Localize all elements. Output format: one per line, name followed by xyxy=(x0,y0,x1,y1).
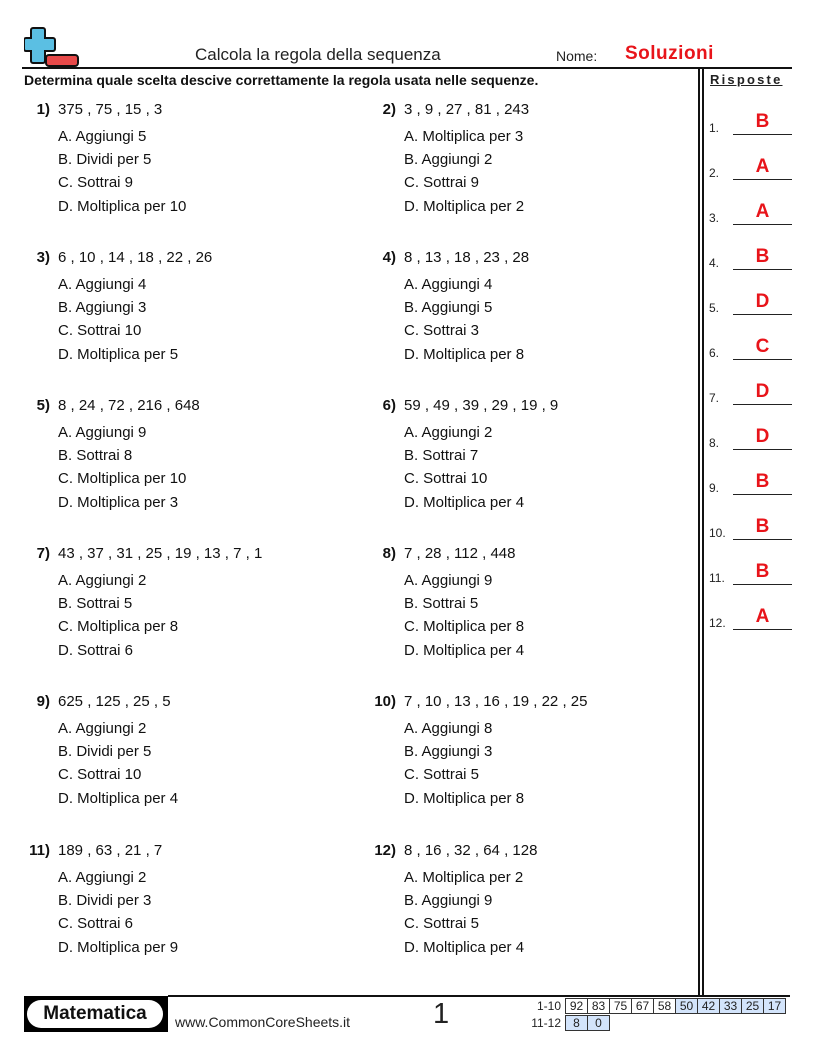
score-cell: 67 xyxy=(631,998,654,1014)
choice-option: A. Aggiungi 5 xyxy=(58,128,147,145)
choice-option: D. Moltiplica per 5 xyxy=(58,345,179,363)
answer-value: C xyxy=(755,336,770,357)
answer-blank-line xyxy=(733,629,792,630)
choice-option: D. Moltiplica per 9 xyxy=(58,938,179,956)
problem-number: 12) xyxy=(374,842,396,859)
problem-9 xyxy=(24,693,344,810)
choice-option: A. Aggiungi 2 xyxy=(58,869,147,886)
choice-option: A. Aggiungi 2 xyxy=(404,424,493,441)
choice-option: A. Aggiungi 4 xyxy=(58,276,147,293)
problem-number: 4) xyxy=(382,249,396,266)
choice-option: D. Moltiplica per 4 xyxy=(404,938,525,956)
answer-row xyxy=(709,510,793,540)
choice-option: D. Moltiplica per 4 xyxy=(404,493,525,511)
brand-label: Matematica xyxy=(27,1000,163,1028)
answer-row xyxy=(709,555,793,585)
choice-option: D. Moltiplica per 4 xyxy=(404,641,525,659)
choice-option: D. Moltiplica per 4 xyxy=(58,789,179,807)
choice-option: B. Aggiungi 9 xyxy=(404,892,493,910)
page-number: 1 xyxy=(433,998,450,1030)
answer-row xyxy=(709,465,793,495)
problem-sequence: 8 , 16 , 32 , 64 , 128 xyxy=(404,842,538,859)
choice-option: C. Sottrai 9 xyxy=(404,174,480,192)
column-divider xyxy=(702,69,704,996)
answer-blank-line xyxy=(733,539,792,540)
answer-blank-line xyxy=(733,134,792,135)
answer-blank-line xyxy=(733,404,792,405)
choice-option: B. Sottrai 5 xyxy=(404,595,479,613)
answer-row xyxy=(709,375,793,405)
choice-option: A. Aggiungi 2 xyxy=(58,720,147,737)
choice-option: D. Moltiplica per 2 xyxy=(404,197,525,215)
choice-option: C. Sottrai 5 xyxy=(404,915,480,933)
answer-number: 5. xyxy=(709,301,720,315)
choice-option: B. Sottrai 5 xyxy=(58,595,133,613)
answer-number: 12. xyxy=(709,616,726,630)
instructions: Determina quale scelta descive correttamente la regola usata nelle sequenze. xyxy=(24,72,539,88)
score-cell: 0 xyxy=(587,1015,610,1031)
answer-blank-line xyxy=(733,494,792,495)
problem-11 xyxy=(24,842,344,959)
choice-option: B. Sottrai 7 xyxy=(404,447,479,465)
problem-6 xyxy=(370,397,690,514)
answer-value: B xyxy=(755,471,770,492)
choice-option: C. Moltiplica per 8 xyxy=(404,618,525,636)
answer-key-title: Risposte xyxy=(710,72,783,87)
answer-blank-line xyxy=(733,359,792,360)
problem-number: 10) xyxy=(374,693,396,710)
problem-number: 9) xyxy=(36,693,50,710)
choice-option: A. Aggiungi 2 xyxy=(58,572,147,589)
problem-number: 2) xyxy=(382,101,396,118)
answer-row xyxy=(709,240,793,270)
score-row-label: 1-10 xyxy=(536,999,561,1013)
answer-value: D xyxy=(755,381,770,402)
choice-option: A. Moltiplica per 2 xyxy=(404,869,524,886)
answer-number: 1. xyxy=(709,121,720,135)
answer-value: B xyxy=(755,246,770,267)
score-cell: 42 xyxy=(697,998,720,1014)
answer-number: 2. xyxy=(709,166,720,180)
problem-number: 11) xyxy=(29,842,50,859)
problem-number: 3) xyxy=(36,249,50,266)
problem-number: 5) xyxy=(36,397,50,414)
choice-option: B. Aggiungi 3 xyxy=(404,743,493,761)
answer-number: 6. xyxy=(709,346,720,360)
problem-sequence: 8 , 13 , 18 , 23 , 28 xyxy=(404,249,530,266)
answer-row xyxy=(709,195,793,225)
choice-option: C. Sottrai 10 xyxy=(58,766,142,784)
answer-number: 8. xyxy=(709,436,720,450)
problem-3 xyxy=(24,249,344,366)
score-cell: 58 xyxy=(653,998,676,1014)
score-cell: 25 xyxy=(741,998,764,1014)
answer-value: A xyxy=(755,201,770,222)
choice-option: C. Moltiplica per 10 xyxy=(58,470,187,488)
answer-blank-line xyxy=(733,269,792,270)
answer-value: B xyxy=(755,516,770,537)
choice-option: C. Sottrai 10 xyxy=(58,322,142,340)
problem-sequence: 8 , 24 , 72 , 216 , 648 xyxy=(58,397,200,414)
answer-value: D xyxy=(755,426,770,447)
problem-number: 8) xyxy=(382,545,396,562)
choice-option: B. Dividi per 5 xyxy=(58,743,152,761)
choice-option: C. Sottrai 5 xyxy=(404,766,480,784)
answer-value: B xyxy=(755,111,770,132)
problem-number: 6) xyxy=(382,397,396,414)
header-rule xyxy=(22,67,792,69)
answer-value: B xyxy=(755,561,770,582)
problem-8 xyxy=(370,545,690,662)
choice-option: C. Sottrai 10 xyxy=(404,470,488,488)
problem-sequence: 3 , 9 , 27 , 81 , 243 xyxy=(404,101,530,118)
answer-number: 10. xyxy=(709,526,726,540)
problem-number: 7) xyxy=(36,545,50,562)
name-label: Nome: xyxy=(556,48,598,64)
choice-option: D. Moltiplica per 3 xyxy=(58,493,179,511)
answer-row xyxy=(709,150,793,180)
brand-badge xyxy=(24,996,168,1032)
answer-blank-line xyxy=(733,224,792,225)
score-cell: 8 xyxy=(565,1015,588,1031)
score-cell: 83 xyxy=(587,998,610,1014)
choice-option: C. Sottrai 3 xyxy=(404,322,480,340)
problem-sequence: 625 , 125 , 25 , 5 xyxy=(58,693,171,710)
answer-number: 3. xyxy=(709,211,720,225)
choice-option: C. Sottrai 6 xyxy=(58,915,134,933)
choice-option: C. Moltiplica per 8 xyxy=(58,618,179,636)
choice-option: B. Sottrai 8 xyxy=(58,447,133,465)
choice-option: D. Moltiplica per 8 xyxy=(404,789,525,807)
problem-10 xyxy=(370,693,690,810)
choice-option: A. Moltiplica per 3 xyxy=(404,128,524,145)
name-value: Soluzioni xyxy=(625,43,714,64)
site-url: www.CommonCoreSheets.it xyxy=(175,1014,351,1030)
problem-sequence: 59 , 49 , 39 , 29 , 19 , 9 xyxy=(404,397,559,414)
column-divider xyxy=(698,69,700,996)
answer-number: 4. xyxy=(709,256,720,270)
problem-number: 1) xyxy=(36,101,50,118)
score-row xyxy=(566,998,786,1014)
answer-number: 11. xyxy=(709,571,725,585)
answer-blank-line xyxy=(733,584,792,585)
choice-option: D. Sottrai 6 xyxy=(58,641,134,659)
score-row xyxy=(566,1015,610,1031)
problem-sequence: 7 , 28 , 112 , 448 xyxy=(404,545,516,562)
problem-7 xyxy=(24,545,344,662)
choice-option: A. Aggiungi 9 xyxy=(58,424,147,441)
score-cell: 92 xyxy=(565,998,588,1014)
answer-row xyxy=(709,285,793,315)
answer-number: 7. xyxy=(709,391,720,405)
score-row-label: 11-12 xyxy=(531,1016,561,1030)
logo-plus-minus-icon xyxy=(24,26,80,68)
answer-number: 9. xyxy=(709,481,720,495)
choice-option: B. Dividi per 5 xyxy=(58,151,152,169)
problem-sequence: 43 , 37 , 31 , 25 , 19 , 13 , 7 , 1 xyxy=(58,545,263,562)
answer-row xyxy=(709,105,793,135)
answer-value: A xyxy=(755,606,770,627)
problem-4 xyxy=(370,249,690,366)
answer-blank-line xyxy=(733,314,792,315)
answer-row xyxy=(709,600,793,630)
problem-sequence: 189 , 63 , 21 , 7 xyxy=(58,842,163,859)
choice-option: A. Aggiungi 9 xyxy=(404,572,493,589)
problem-sequence: 6 , 10 , 14 , 18 , 22 , 26 xyxy=(58,249,213,266)
score-cell: 17 xyxy=(763,998,786,1014)
problem-sequence: 7 , 10 , 13 , 16 , 19 , 22 , 25 xyxy=(404,693,588,710)
choice-option: D. Moltiplica per 10 xyxy=(58,197,187,215)
answer-blank-line xyxy=(733,449,792,450)
choice-option: A. Aggiungi 8 xyxy=(404,720,493,737)
answer-value: D xyxy=(755,291,770,312)
choice-option: A. Aggiungi 4 xyxy=(404,276,493,293)
problem-2 xyxy=(370,101,690,218)
score-cell: 33 xyxy=(719,998,742,1014)
choice-option: C. Sottrai 9 xyxy=(58,174,134,192)
choice-option: B. Dividi per 3 xyxy=(58,892,152,910)
choice-option: B. Aggiungi 5 xyxy=(404,299,493,317)
choice-option: D. Moltiplica per 8 xyxy=(404,345,525,363)
problem-12 xyxy=(370,842,690,959)
choice-option: B. Aggiungi 2 xyxy=(404,151,493,169)
answer-row xyxy=(709,420,793,450)
choice-option: B. Aggiungi 3 xyxy=(58,299,147,317)
score-cell: 75 xyxy=(609,998,632,1014)
problem-sequence: 375 , 75 , 15 , 3 xyxy=(58,101,163,118)
footer-rule xyxy=(168,995,790,997)
page-title: Calcola la regola della sequenza xyxy=(195,45,441,64)
problem-5 xyxy=(24,397,344,514)
score-cell: 50 xyxy=(675,998,698,1014)
problem-1 xyxy=(24,101,344,218)
answer-blank-line xyxy=(733,179,792,180)
answer-row xyxy=(709,330,793,360)
answer-value: A xyxy=(755,156,770,177)
